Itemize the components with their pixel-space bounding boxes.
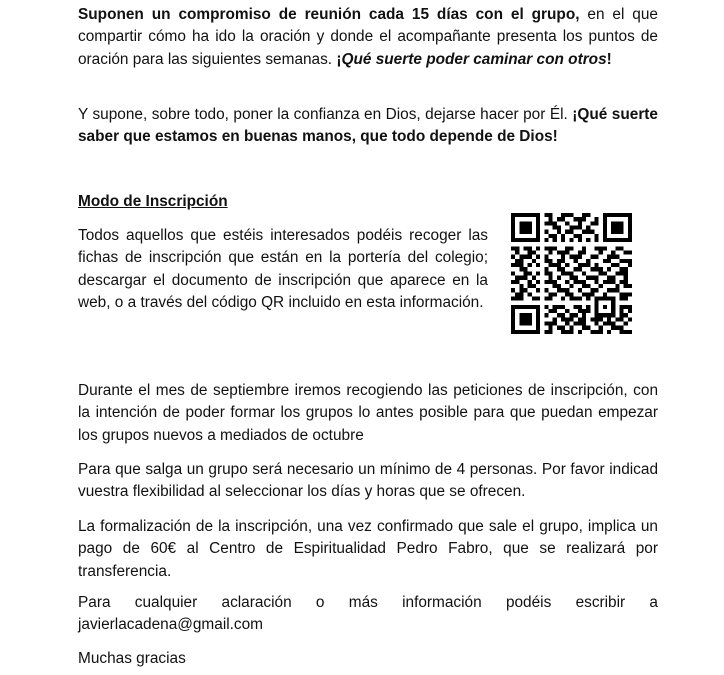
section-heading: Modo de Inscripción (78, 193, 228, 210)
details-paragraph-1: Durante el mes de septiembre iremos recogiendo las peticiones de inscripción, con la intención de poder formar los grupos lo antes posible para que puedan empezar los grupos nuevos a mediados de octubre (78, 382, 658, 444)
exclaim-italic: Qué suerte poder caminar con otros (341, 50, 607, 68)
details-paragraph-3: La formalización de la inscripción, una vez confirmado que sale el grupo, implica un pago de 60€ al Centro de Espiritualidad Pedro Fabro, que se realizará por transferencia. (78, 518, 658, 580)
intro-paragraph-2 (78, 104, 658, 149)
inscription-paragraph: Todos aquellos que estéis interesados podéis recoger las fichas de inscripción que están en la portería del colegio; descargar el documento de inscripción que aparece en la web, o a través del código QR incluido en esta información. (78, 227, 488, 312)
contact-paragraph: Para cualquier aclaración o más información podéis escribir a javierlacadena@gmail.com (78, 594, 658, 634)
details-paragraph-2: Para que salga un grupo será necesario un mínimo de 4 personas. Por favor indicad vuestra flexibilidad al seleccionar los días y horas que se ofrecen. (78, 461, 658, 501)
closing-thanks: Muchas gracias (78, 650, 186, 667)
intro-text: en el que compartir cómo ha ido la oración y donde el acompañante presenta los puntos de oración para las siguientes semanas. (78, 6, 658, 68)
exclaim-close: ! (606, 50, 612, 68)
intro-bold-lead: Suponen un compromiso de reunión cada 15 días con el grupo, (78, 6, 580, 23)
intro-2-text: Y supone, sobre todo, poner la confianza en Dios, dejarse hacer por Él. (78, 106, 573, 123)
qr-code-icon[interactable] (511, 213, 632, 334)
intro-paragraph-1 (78, 4, 658, 71)
exclaim-open: ¡ (336, 50, 342, 68)
intro-2-bold: ¡Qué suerte saber que estamos en buenas manos, que todo depende de Dios! (78, 106, 658, 146)
